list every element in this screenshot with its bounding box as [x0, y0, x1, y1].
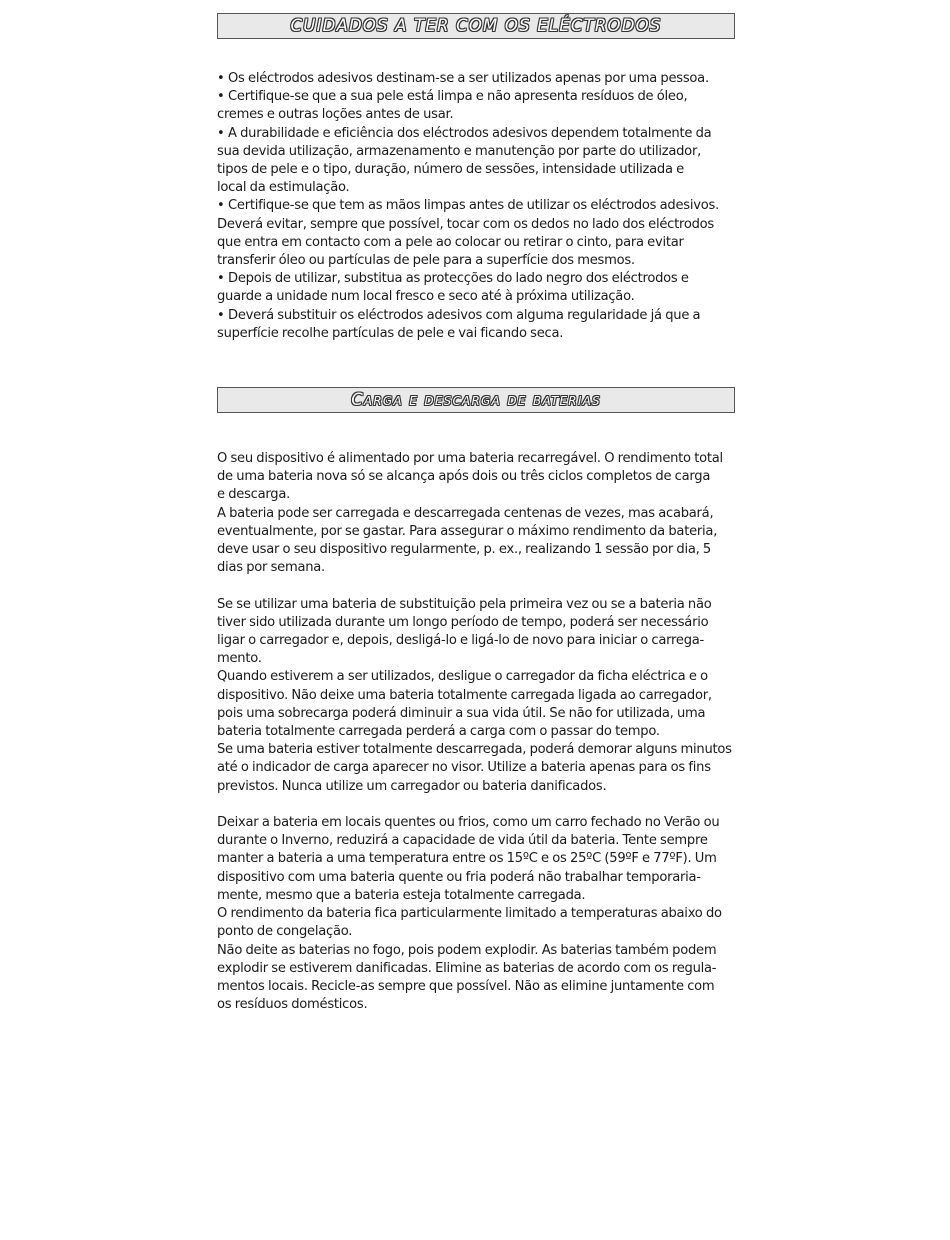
- paragraph-line: pois uma sobrecarga poderá diminuir a sua vida útil. Se não for utilizada, uma: [217, 705, 706, 721]
- paragraph-gap: [217, 577, 735, 595]
- paragraph-line: eventualmente, por se gastar. Para assegurar o máximo rendimento da bateria,: [217, 523, 718, 539]
- paragraph-line: A bateria pode ser carregada e descarregada centenas de vezes, mas acabará,: [217, 505, 714, 521]
- bullet-line: superfície recolhe partículas de pele e vai ficando seca.: [217, 325, 564, 341]
- paragraph-line: dispositivo. Não deixe uma bateria totalmente carregada ligada ao carregador,: [217, 687, 712, 703]
- electrode-care-list: [217, 70, 735, 343]
- bullet-mark: •: [217, 125, 225, 141]
- paragraph-line: manter a bateria a uma temperatura entre os 15ºC e os 25ºC (59ºF e 77ºF). Um: [217, 851, 717, 867]
- bullet-mark: •: [217, 198, 225, 214]
- bullet-line: [217, 270, 735, 288]
- paragraph-line: explodir se estiverem danificadas. Elimine as baterias de acordo com os regula-: [217, 960, 717, 976]
- document-page: [217, 13, 735, 1014]
- paragraph-line: deve usar o seu dispositivo regularmente, p. ex., realizando 1 sessão por dia, 5: [217, 542, 712, 558]
- bullet-text: Certifique-se que tem as mãos limpas antes de utilizar os eléctrodos adesivos.: [228, 198, 719, 214]
- bullet-line: [217, 70, 735, 88]
- bullet-line: [217, 307, 735, 325]
- bullet-text: Certifique-se que a sua pele está limpa e não apresenta resíduos de óleo,: [228, 89, 688, 105]
- paragraph-line: tiver sido utilizada durante um longo período de tempo, poderá ser necessário: [217, 614, 709, 630]
- section-header-battery: [217, 387, 735, 413]
- bullet-item: [217, 125, 735, 198]
- paragraph-line: mentos locais. Recicle-as sempre que possível. Não as elimine juntamente com: [217, 978, 715, 994]
- bullet-item: [217, 307, 735, 343]
- paragraph-line: dias por semana.: [217, 560, 325, 576]
- battery-text-body: [217, 450, 735, 1014]
- paragraph-line: previstos. Nunca utilize um carregador ou bateria danificados.: [217, 778, 607, 794]
- bullet-line: guarde a unidade num local fresco e seco até à próxima utilização.: [217, 289, 635, 305]
- paragraph-line: ponto de congelação.: [217, 924, 353, 940]
- bullet-text: Depois de utilizar, substitua as protecções do lado negro dos eléctrodos e: [228, 271, 689, 287]
- paragraph-line: os resíduos domésticos.: [217, 997, 368, 1013]
- paragraph-line: Não deite as baterias no fogo, pois podem explodir. As baterias também podem: [217, 942, 717, 958]
- battery-paragraph: [217, 450, 735, 505]
- paragraph-line: mento.: [217, 651, 262, 667]
- battery-paragraph: [217, 814, 735, 905]
- bullet-mark: •: [217, 271, 225, 287]
- bullet-item: [217, 270, 735, 306]
- bullet-line: cremes e outras loções antes de usar.: [217, 107, 454, 123]
- paragraph-line: Se uma bateria estiver totalmente descarregada, poderá demorar alguns minutos: [217, 742, 732, 758]
- section-header-electrodes: [217, 13, 735, 39]
- paragraph-line: e descarga.: [217, 487, 291, 503]
- paragraph-line: O rendimento da bateria fica particularmente limitado a temperaturas abaixo do: [217, 906, 722, 922]
- paragraph-line: mente, mesmo que a bateria esteja totalmente carregada.: [217, 887, 586, 903]
- section-title-electrodes: CUIDADOS A TER COM OS ELÉCTRODOS: [290, 15, 662, 35]
- paragraph-line: bateria totalmente carregada perderá a carga com o passar do tempo.: [217, 724, 660, 740]
- bullet-item: [217, 88, 735, 124]
- bullet-mark: •: [217, 71, 225, 86]
- bullet-line: [217, 88, 735, 106]
- battery-paragraph: [217, 668, 735, 741]
- bullet-item: [217, 70, 735, 88]
- paragraph-gap: [217, 796, 735, 814]
- paragraph-line: Quando estiverem a ser utilizados, desligue o carregador da ficha eléctrica e o: [217, 669, 708, 685]
- bullet-line: local da estimulação.: [217, 180, 350, 196]
- battery-paragraph: [217, 942, 735, 1015]
- paragraph-line: Deixar a bateria em locais quentes ou frios, como um carro fechado no Verão ou: [217, 815, 720, 831]
- bullet-text: Os eléctrodos adesivos destinam-se a ser utilizados apenas por uma pessoa.: [228, 71, 709, 86]
- battery-paragraph: [217, 596, 735, 669]
- bullet-line: [217, 125, 735, 143]
- bullet-line: transferir óleo ou partículas de pele para a superfície dos mesmos.: [217, 253, 635, 269]
- paragraph-line: dispositivo com uma bateria quente ou fria poderá não trabalhar temporaria-: [217, 869, 701, 885]
- battery-paragraph: [217, 905, 735, 941]
- paragraph-line: de uma bateria nova só se alcança após dois ou três ciclos completos de carga: [217, 469, 711, 485]
- bullet-text: A durabilidade e eficiência dos eléctrodos adesivos dependem totalmente da: [228, 125, 712, 141]
- paragraph-line: durante o Inverno, reduzirá a capacidade de vida útil da bateria. Tente sempre: [217, 833, 708, 849]
- battery-paragraph: [217, 741, 735, 796]
- bullet-mark: •: [217, 307, 225, 323]
- paragraph-line: O seu dispositivo é alimentado por uma bateria recarregável. O rendimento total: [217, 451, 723, 467]
- bullet-line: tipos de pele e o tipo, duração, número de sessões, intensidade utilizada e: [217, 162, 684, 178]
- bullet-mark: •: [217, 89, 225, 105]
- bullet-line: Deverá evitar, sempre que possível, tocar com os dedos no lado dos eléctrodos: [217, 216, 714, 232]
- section-title-battery: Carga e descarga de baterias: [351, 389, 601, 409]
- bullet-text: Deverá substituir os eléctrodos adesivos com alguma regularidade já que a: [228, 307, 701, 323]
- battery-paragraph: [217, 505, 735, 578]
- paragraph-line: ligar o carregador e, depois, desligá-lo e ligá-lo de novo para iniciar o carrega-: [217, 633, 705, 649]
- bullet-line: sua devida utilização, armazenamento e manutenção por parte do utilizador,: [217, 143, 701, 159]
- bullet-item: [217, 197, 735, 270]
- paragraph-line: até o indicador de carga aparecer no visor. Utilize a bateria apenas para os fins: [217, 760, 711, 776]
- bullet-line: [217, 197, 735, 215]
- bullet-line: que entra em contacto com a pele ao colocar ou retirar o cinto, para evitar: [217, 234, 684, 250]
- paragraph-line: Se se utilizar uma bateria de substituição pela primeira vez ou se a bateria não: [217, 596, 712, 612]
